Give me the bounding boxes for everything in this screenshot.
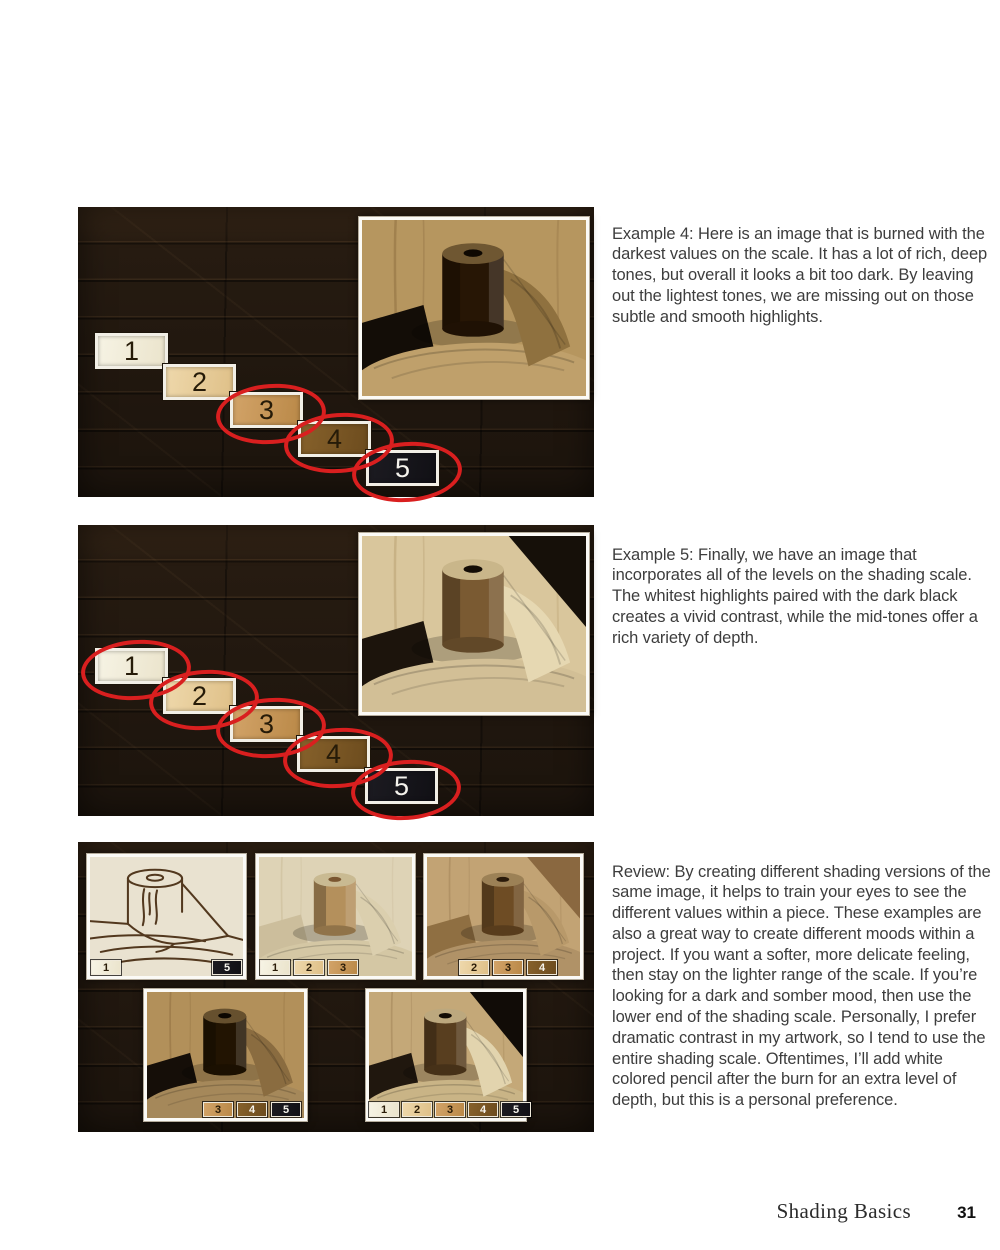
scale-step-3 bbox=[230, 706, 303, 742]
toilet-paper-roll-art-full-contrast bbox=[362, 536, 586, 712]
scale-step-2 bbox=[163, 678, 236, 714]
scale-step-label: 2 bbox=[191, 366, 208, 397]
chapter-title: Shading Basics bbox=[776, 1199, 912, 1223]
example4-caption: Example 4: Here is an image that is burned with the darkest values on the scale. It has a lot of rich, deep tones, but overall it looks a bit too dark. By leaving out the lightest tones, we are missing out on those subtle and smooth highlights. bbox=[612, 224, 988, 326]
level-chip-row bbox=[459, 960, 557, 975]
level-chip: 5 bbox=[212, 960, 242, 975]
scale-step-4 bbox=[297, 736, 370, 772]
level-chip-row bbox=[369, 1102, 531, 1117]
toilet-paper-roll-art-light bbox=[259, 857, 412, 976]
example4-burned-photo bbox=[358, 216, 590, 400]
level-chip-row bbox=[260, 960, 358, 975]
level-chip: 1 bbox=[91, 960, 121, 975]
example5-caption: Example 5: Finally, we have an image that incorporates all of the levels on the shading scale. The whitest highlights paired with the dark black creates a vivid contrast, while the mid-tones offer a rich variety of depth. bbox=[612, 545, 978, 647]
level-chip: 2 bbox=[294, 960, 324, 975]
thumbnail-light-range bbox=[255, 853, 416, 980]
review-caption: Review: By creating different shading versions of the same image, it helps to train your eyes to see the different values within a piece. These examples are also a great way to create different moods within a project. If you want a softer, more delicate feeling, then stay on the lighter range of the scale. If you’re looking for a dark and somber mood, then use the lower end of the shading scale. Personally, I prefer dramatic contrast in my artwork, so I tend to use the entire shading scale. Oftentimes, I’ll add white colored pencil after the burn for an extra level of depth, but this is a personal preference. bbox=[612, 862, 991, 1110]
scale-step-label: 2 bbox=[191, 680, 208, 711]
example5-burned-photo bbox=[358, 532, 590, 716]
example4-figure bbox=[78, 207, 594, 497]
scale-step-label: 5 bbox=[393, 770, 410, 801]
scale-step-label: 3 bbox=[258, 708, 275, 739]
thumbnail-dark-range bbox=[143, 988, 308, 1122]
page-number: 31 bbox=[957, 1203, 976, 1222]
level-chip: 2 bbox=[459, 960, 489, 975]
toilet-paper-roll-art-full-contrast bbox=[369, 992, 523, 1118]
scale-step-label: 4 bbox=[326, 423, 343, 454]
level-chip: 3 bbox=[203, 1102, 233, 1117]
level-chip: 5 bbox=[501, 1102, 531, 1117]
toilet-paper-roll-art-dark bbox=[147, 992, 304, 1118]
scale-step-1 bbox=[95, 648, 168, 684]
review-figure bbox=[78, 842, 594, 1132]
scale-step-label: 1 bbox=[123, 335, 140, 366]
level-chip: 1 bbox=[260, 960, 290, 975]
scale-step-label: 3 bbox=[258, 394, 275, 425]
thumbnail-mid-range bbox=[423, 853, 584, 980]
example5-figure bbox=[78, 525, 594, 816]
scale-step-1 bbox=[95, 333, 168, 369]
level-chip: 3 bbox=[435, 1102, 465, 1117]
level-chip: 2 bbox=[402, 1102, 432, 1117]
scale-step-label: 1 bbox=[123, 650, 140, 681]
page-footer bbox=[777, 1199, 976, 1224]
scale-step-3 bbox=[230, 392, 303, 428]
thumbnail-outline-only bbox=[86, 853, 247, 980]
level-chip: 4 bbox=[237, 1102, 267, 1117]
toilet-paper-roll-art-dark bbox=[362, 220, 586, 396]
scale-step-label: 4 bbox=[325, 738, 342, 769]
level-chip: 4 bbox=[468, 1102, 498, 1117]
scale-step-label: 5 bbox=[394, 452, 411, 483]
scale-step-4 bbox=[298, 421, 371, 457]
level-chip: 3 bbox=[493, 960, 523, 975]
toilet-paper-roll-line-art bbox=[90, 857, 243, 976]
level-chip: 4 bbox=[527, 960, 557, 975]
thumbnail-full-range bbox=[365, 988, 527, 1122]
scale-step-5 bbox=[365, 768, 438, 804]
scale-step-2 bbox=[163, 364, 236, 400]
level-chip: 5 bbox=[271, 1102, 301, 1117]
level-chip: 1 bbox=[369, 1102, 399, 1117]
level-chip-row bbox=[203, 1102, 301, 1117]
toilet-paper-roll-art-mid bbox=[427, 857, 580, 976]
scale-step-5 bbox=[366, 450, 439, 486]
level-chip: 3 bbox=[328, 960, 358, 975]
